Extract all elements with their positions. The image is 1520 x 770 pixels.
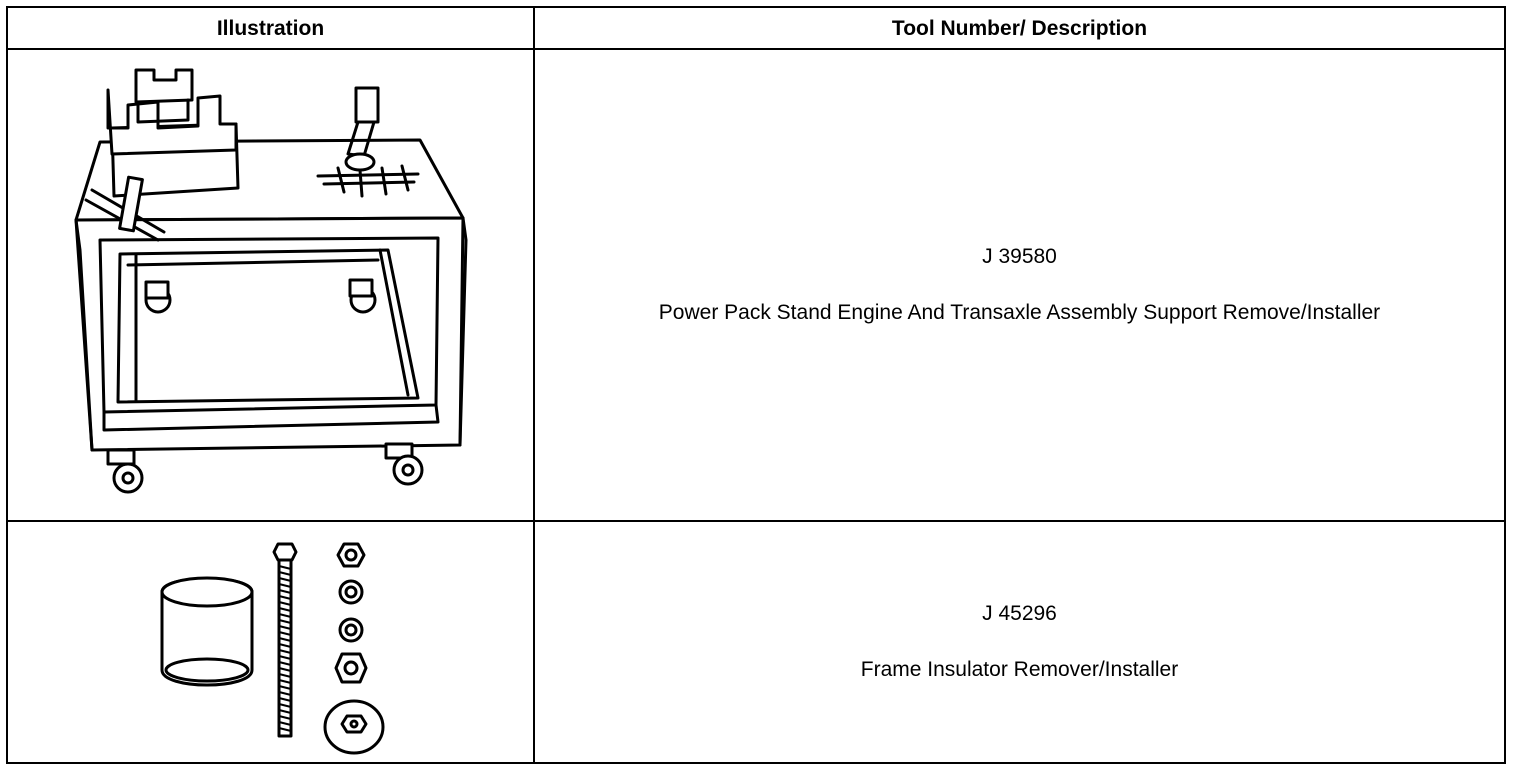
power-pack-stand-icon [8,50,533,520]
header-tool-number-description: Tool Number/ Description [891,17,1148,40]
header-illustration: Illustration [216,17,325,40]
tool-table [6,6,1506,764]
illustration-cell [8,522,533,762]
illustration-cell [8,50,533,520]
table-header-row [8,8,1504,50]
tool-number: J 39580 [982,245,1057,268]
tool-description: Power Pack Stand Engine And Transaxle Assembly Support Remove/Installer [658,301,1381,324]
table-row [8,522,1504,762]
tool-description-cell [535,522,1504,762]
frame-insulator-tool-icon [8,522,533,762]
table-row [8,50,1504,522]
tool-number: J 45296 [982,602,1057,625]
tool-description: Frame Insulator Remover/Installer [860,658,1179,681]
tool-description-cell [535,50,1504,520]
